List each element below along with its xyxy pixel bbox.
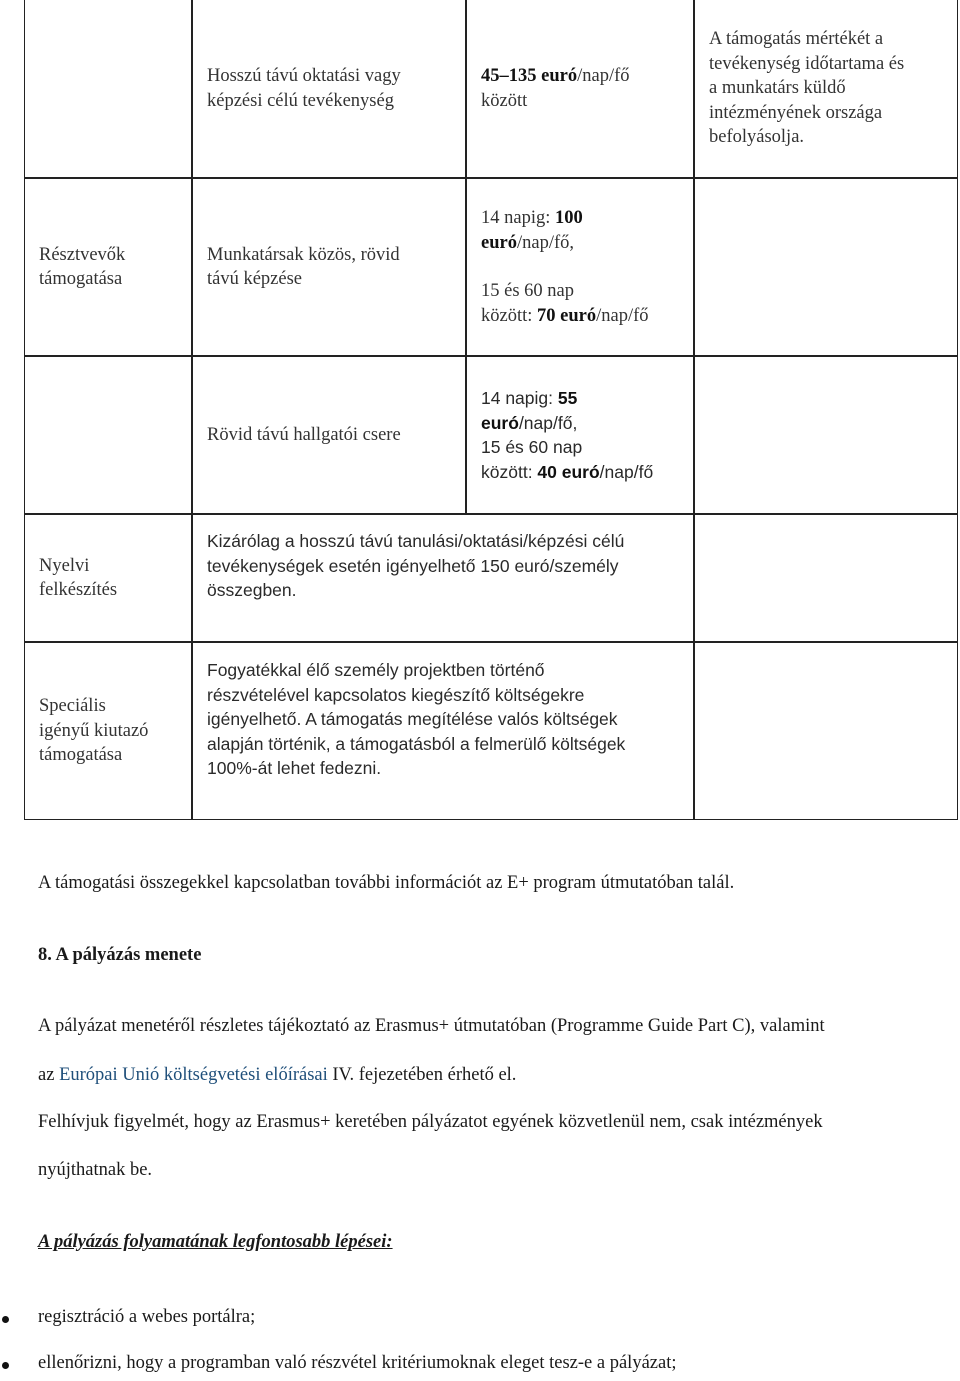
amount-rest: /nap/fő között xyxy=(481,66,630,111)
table-cell-empty-note-r2 xyxy=(694,178,958,356)
note-text: A támogatás mértékét a tevékenység időtartama és a munkatárs küldő intézményének országa befolyásolja. xyxy=(709,29,905,148)
steps-heading: A pályázás folyamatának legfontosabb lépései: xyxy=(38,1232,393,1252)
amount-line: 15 és 60 nap xyxy=(481,281,574,301)
text-fragment: IV. fejezetében érhető el. xyxy=(327,1065,517,1085)
activity-label: Munkatársak közös, rövid távú képzése xyxy=(207,244,400,289)
category-label: Résztvevők támogatása xyxy=(39,244,126,289)
bullet-icon xyxy=(2,1362,9,1369)
amount-bold: 40 euró xyxy=(537,461,600,482)
body-paragraph-line: nyújthatnak be. xyxy=(38,1160,153,1180)
text-fragment: az xyxy=(38,1065,60,1085)
body-paragraph-line: Felhívjuk figyelmét, hogy az Erasmus+ keretében pályázatot egyének közvetlenül nem, csak intézmények xyxy=(38,1112,823,1132)
description-text: Kizárólag a hosszú távú tanulási/oktatási/képzési célú tevékenységek esetén igényelhető 150 euró/személy összegben. xyxy=(207,531,625,600)
amount-line: /nap/fő, xyxy=(518,412,578,433)
amount-line: /nap/fő xyxy=(596,305,649,326)
list-item: ellenőrizni, hogy a programban való részvétel kritériumoknak eleget tesz-e a pályázat; xyxy=(38,1353,677,1373)
table-cell-activity-r1 xyxy=(192,0,466,178)
table-cell-empty-note-r5 xyxy=(694,642,958,820)
table-cell-category-r2 xyxy=(24,178,192,356)
amount-line: 15 és 60 nap xyxy=(481,437,583,457)
table-cell-category-r4 xyxy=(24,514,192,642)
table-cell-description-r5 xyxy=(192,642,694,820)
table-cell-category-r5 xyxy=(24,642,192,820)
table-cell-empty-note-r3 xyxy=(694,356,958,514)
description-text: Fogyatékkal élő személy projektben történő részvételével kapcsolatos kiegészítő költségekre igényelhető. A támogatás megítélése valós költségek alapján történik, a támogatásból a felmerülő költségek 100%-át lehet fedezni. xyxy=(207,660,626,778)
table-cell-activity-r2 xyxy=(192,178,466,356)
table-cell-amount-r3 xyxy=(466,356,694,514)
table-cell-empty-category-r3 xyxy=(24,356,192,514)
list-item: regisztráció a webes portálra; xyxy=(38,1307,256,1327)
table-cell-empty-category-r1 xyxy=(24,0,192,178)
table-cell-description-r4 xyxy=(192,514,694,642)
amount-bold: 45–135 euró xyxy=(481,66,578,86)
table-cell-activity-r3 xyxy=(192,356,466,514)
table-cell-amount-r2 xyxy=(466,178,694,356)
amount-line: között: xyxy=(481,305,538,326)
info-paragraph: A támogatási összegekkel kapcsolatban további információt az E+ program útmutatóban talál. xyxy=(38,873,735,893)
category-label: Speciális igényű kiutazó támogatása xyxy=(39,696,149,766)
activity-label: Hosszú távú oktatási vagy képzési célú tevékenység xyxy=(207,66,401,111)
body-paragraph-line: A pályázat menetéről részletes tájékoztató az Erasmus+ útmutatóban (Programme Guide Part C), valamint xyxy=(38,1016,825,1036)
category-label: Nyelvi felkészítés xyxy=(39,555,118,600)
amount-line: 14 napig: xyxy=(481,388,558,408)
budget-rules-link[interactable]: Európai Unió költségvetési előírásai xyxy=(59,1065,328,1085)
activity-label: Rövid távú hallgatói csere xyxy=(207,424,401,445)
amount-bold: 70 euró xyxy=(537,305,597,326)
body-paragraph-line xyxy=(38,1065,516,1086)
amount-line: 14 napig: xyxy=(481,208,555,228)
amount-bold: 100 xyxy=(555,208,583,228)
amount-bold: euró xyxy=(481,232,517,253)
amount-bold: euró xyxy=(481,412,519,433)
amount-bold: 55 xyxy=(557,388,578,408)
section-heading: 8. A pályázás menete xyxy=(38,945,202,965)
amount-line: /nap/fő, xyxy=(516,232,574,253)
table-cell-empty-note-r4 xyxy=(694,514,958,642)
table-cell-note-r1 xyxy=(694,0,958,178)
bullet-icon xyxy=(2,1316,9,1323)
table-cell-amount-r1 xyxy=(466,0,694,178)
amount-line: között: xyxy=(481,461,538,482)
amount-line: /nap/fő xyxy=(599,461,654,482)
